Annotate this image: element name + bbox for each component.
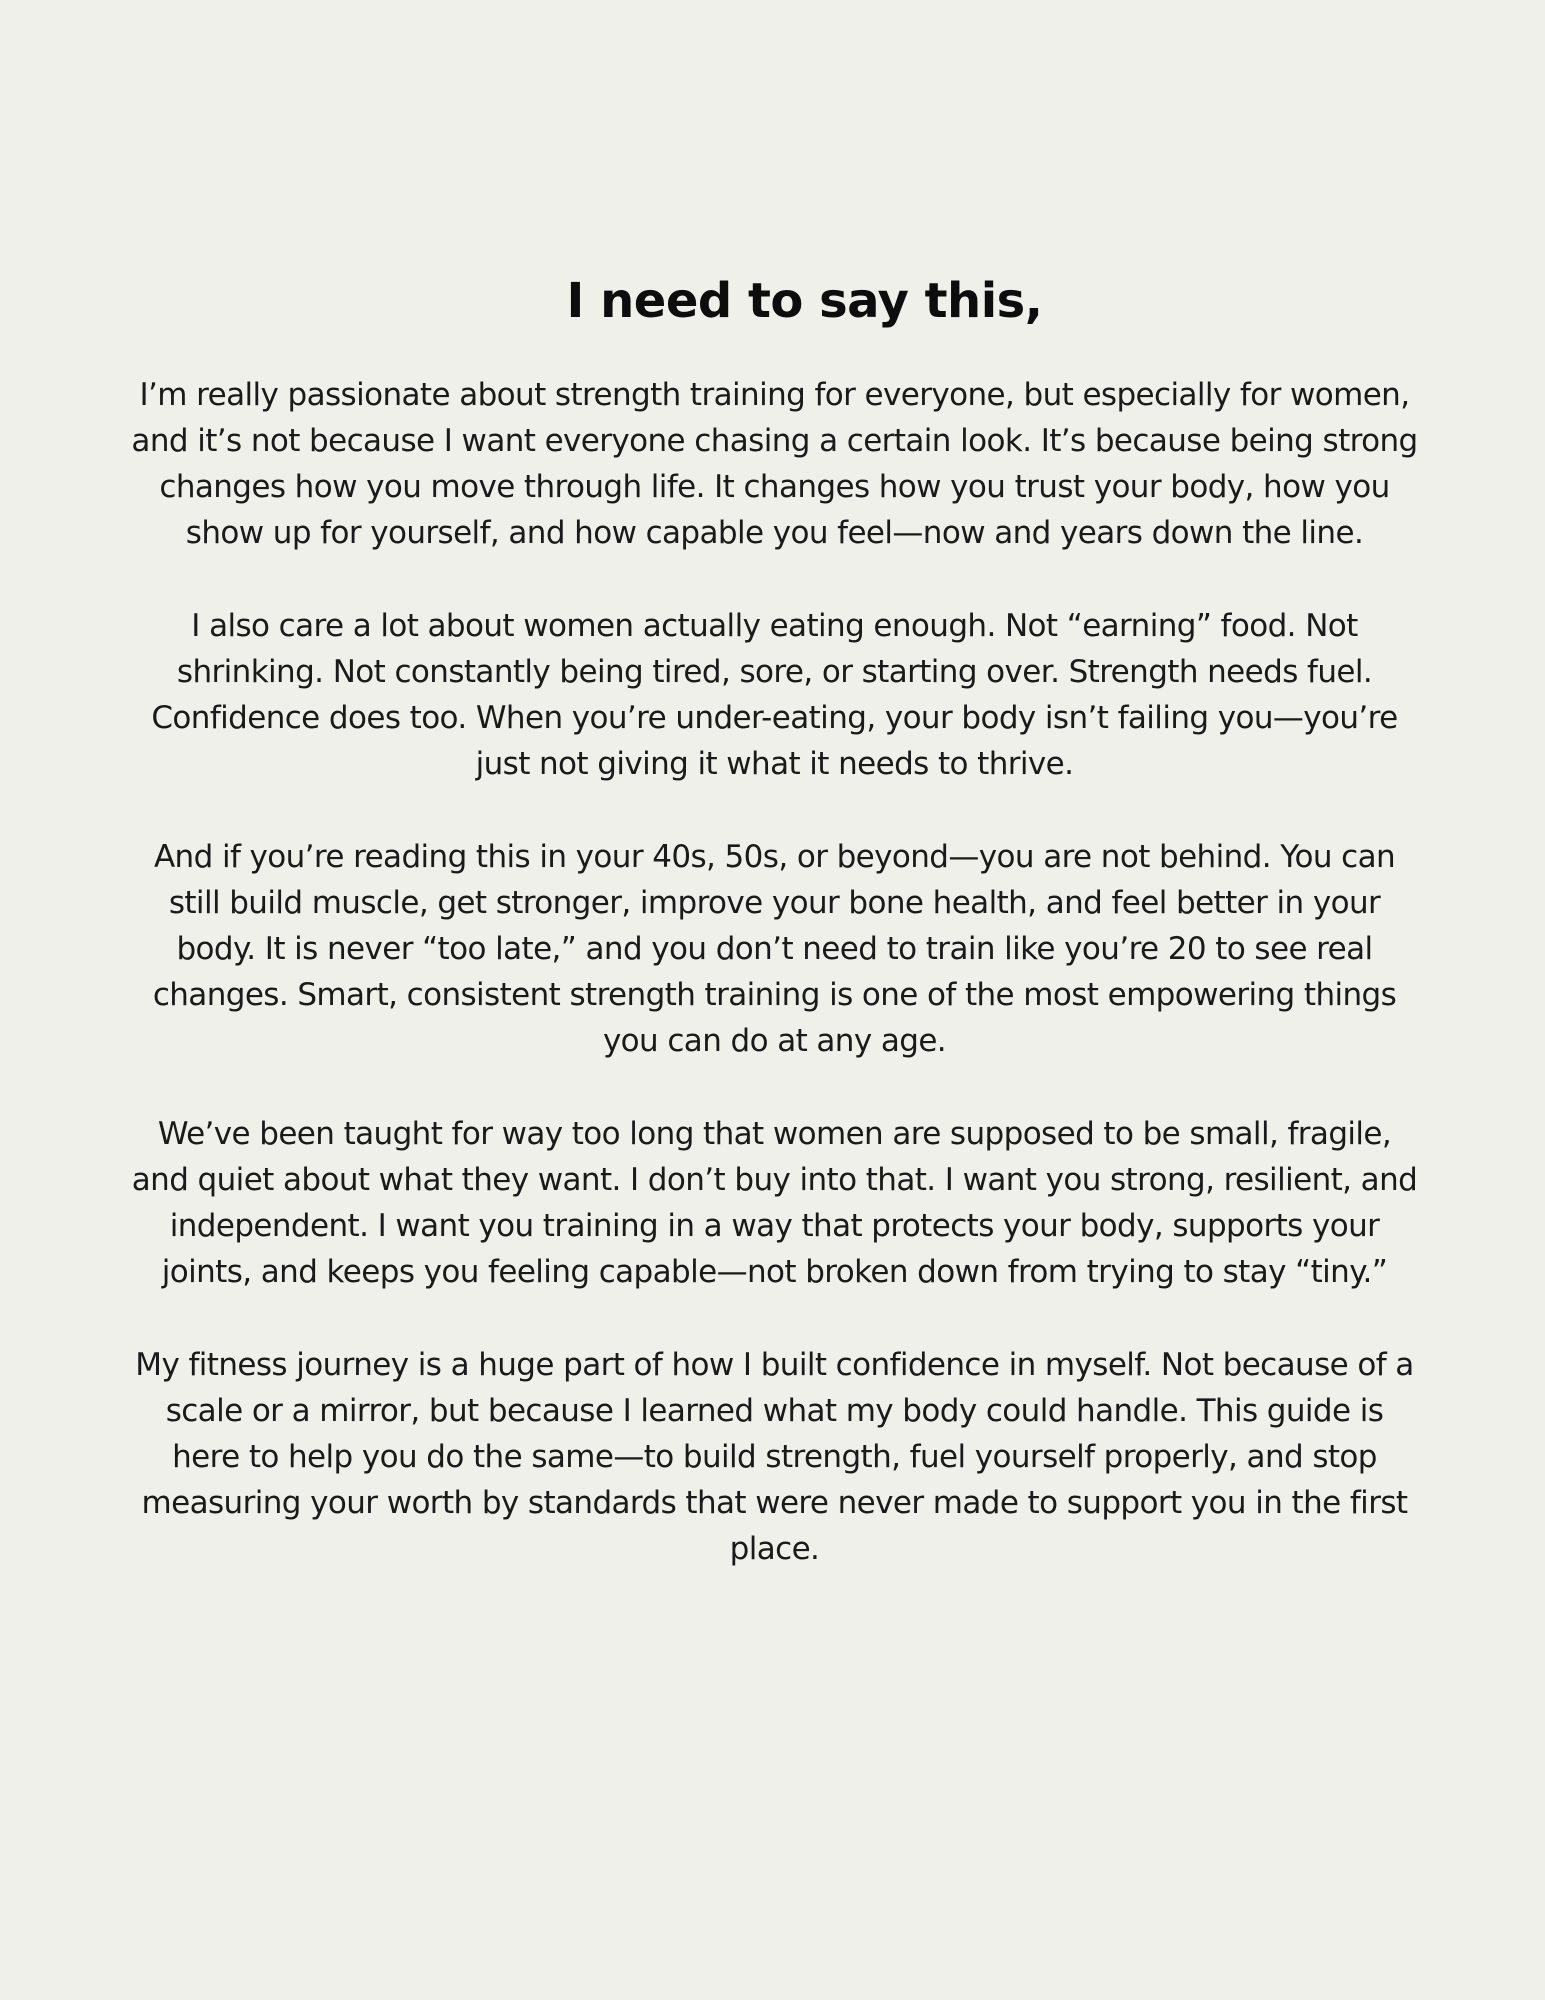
body-text [126,372,1420,1572]
paragraph-5: My fitness journey is a huge part of how I built confidence in myself. Not because of a scale or a mirror, but because I learned what my body could handle. This guide is here to help you do the same—to build strength, fuel yourself properly, and stop measuring your worth by standards that were never made to support you in the first place. [135,1347,1414,1567]
paragraph-3: And if you’re reading this in your 40s, 50s, or beyond—you are not behind. You can still build muscle, get stronger, improve your bone health, and feel better in your body. It is never “too late,” and you don’t need to train like you’re 20 to see real changes. Smart, consistent strength training is one of the most empowering things you can do at any age. [152,839,1397,1059]
paragraph-1: I’m really passionate about strength training for everyone, but especially for women, and it’s not because I want everyone chasing a certain look. It’s because being strong changes how you move through life. It changes how you trust your body, how you show up for yourself, and how capable you feel—now and years down the line. [131,377,1418,551]
paragraph-4: We’ve been taught for way too long that women are supposed to be small, fragile, and quiet about what they want. I don’t buy into that. I want you strong, resilient, and independent. I want you training in a way that protects your body, supports your joints, and keeps you feeling capable—not broken down from trying to stay “tiny.” [131,1116,1418,1290]
page-title: I need to say this, [566,273,1043,329]
paragraph-2: I also care a lot about women actually eating enough. Not “earning” food. Not shrinking. Not constantly being tired, sore, or starting over. Strength needs fuel. Confidence does too. When you’re under-eating, your body isn’t failing you—you’re just not giving it what it needs to thrive. [151,608,1398,782]
